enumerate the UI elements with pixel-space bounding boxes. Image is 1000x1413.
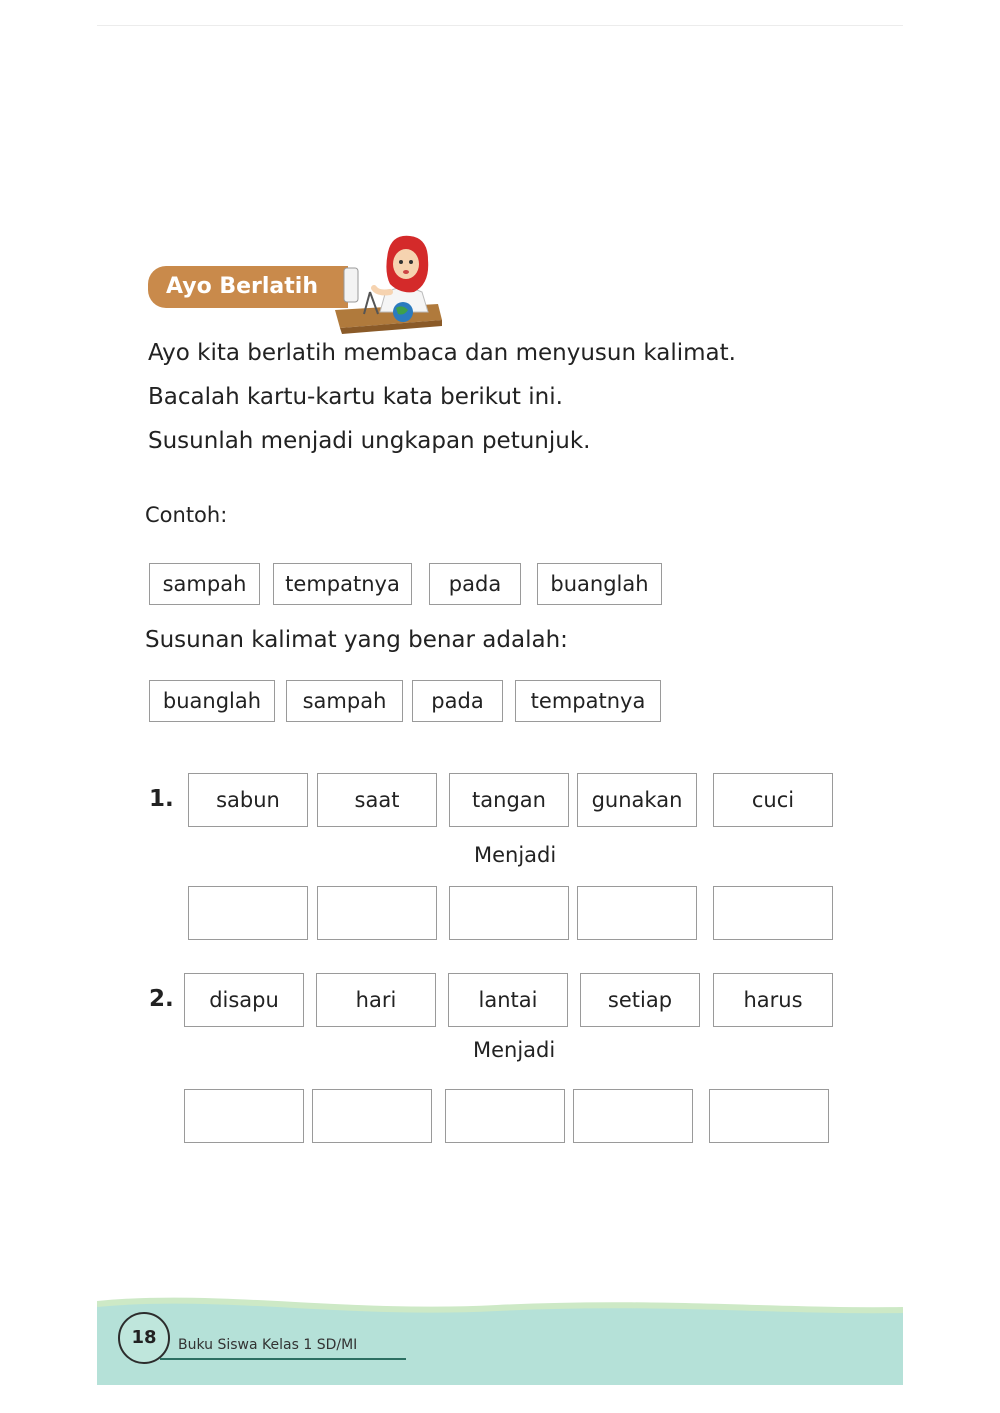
top-rule — [97, 25, 903, 26]
exercise-2-answer-slot-4[interactable] — [573, 1089, 693, 1143]
book-title — [178, 1337, 357, 1353]
exercise-1-result-label: Menjadi — [474, 843, 557, 867]
exercise-1-word-card[interactable]: sabun — [188, 773, 308, 827]
example-answer-card: tempatnya — [515, 680, 661, 722]
section-badge: Ayo Berlatih — [148, 266, 348, 308]
example-label: Contoh: — [145, 503, 228, 527]
exercise-2-result-label: Menjadi — [473, 1038, 556, 1062]
example-word-card: buanglah — [537, 563, 662, 605]
example-answer-card: buanglah — [149, 680, 275, 722]
exercise-1-answer-slot-4[interactable] — [577, 886, 697, 940]
student-mascot-illustration — [330, 232, 445, 337]
example-word-card: tempatnya — [273, 563, 412, 605]
instruction-line-3: Susunlah menjadi ungkapan petunjuk. — [148, 428, 591, 454]
exercise-2-word-card[interactable]: disapu — [184, 973, 304, 1027]
exercise-2-word-card[interactable]: lantai — [448, 973, 568, 1027]
example-answer-card: pada — [412, 680, 503, 722]
exercise-1-word-card[interactable]: gunakan — [577, 773, 697, 827]
exercise-2-word-card[interactable]: harus — [713, 973, 833, 1027]
exercise-1-answer-slot-2[interactable] — [317, 886, 437, 940]
exercise-1-word-card[interactable]: cuci — [713, 773, 833, 827]
instruction-line-1: Ayo kita berlatih membaca dan menyusun kalimat. — [148, 340, 736, 366]
exercise-2-number: 2. — [149, 986, 174, 1012]
page-number: 18 — [118, 1312, 170, 1364]
exercise-2-answer-slot-3[interactable] — [445, 1089, 565, 1143]
answer-label: Susunan kalimat yang benar adalah: — [145, 627, 568, 653]
exercise-2-answer-slot-5[interactable] — [709, 1089, 829, 1143]
example-word-card: sampah — [149, 563, 260, 605]
exercise-1-number: 1. — [149, 786, 174, 812]
exercise-1-word-card[interactable]: tangan — [449, 773, 569, 827]
exercise-2-word-card[interactable]: setiap — [580, 973, 700, 1027]
example-answer-card: sampah — [286, 680, 403, 722]
exercise-2-answer-slot-1[interactable] — [184, 1089, 304, 1143]
example-word-card: pada — [429, 563, 521, 605]
exercise-1-word-card[interactable]: saat — [317, 773, 437, 827]
instruction-line-2: Bacalah kartu-kartu kata berikut ini. — [148, 384, 563, 410]
book-title-text: Buku Siswa Kelas 1 SD/MI — [178, 1337, 358, 1353]
exercise-2-word-card[interactable]: hari — [316, 973, 436, 1027]
exercise-1-answer-slot-5[interactable] — [713, 886, 833, 940]
exercise-1-answer-slot-3[interactable] — [449, 886, 569, 940]
exercise-2-answer-slot-2[interactable] — [312, 1089, 432, 1143]
footer-underline — [160, 1358, 406, 1360]
exercise-1-answer-slot-1[interactable] — [188, 886, 308, 940]
